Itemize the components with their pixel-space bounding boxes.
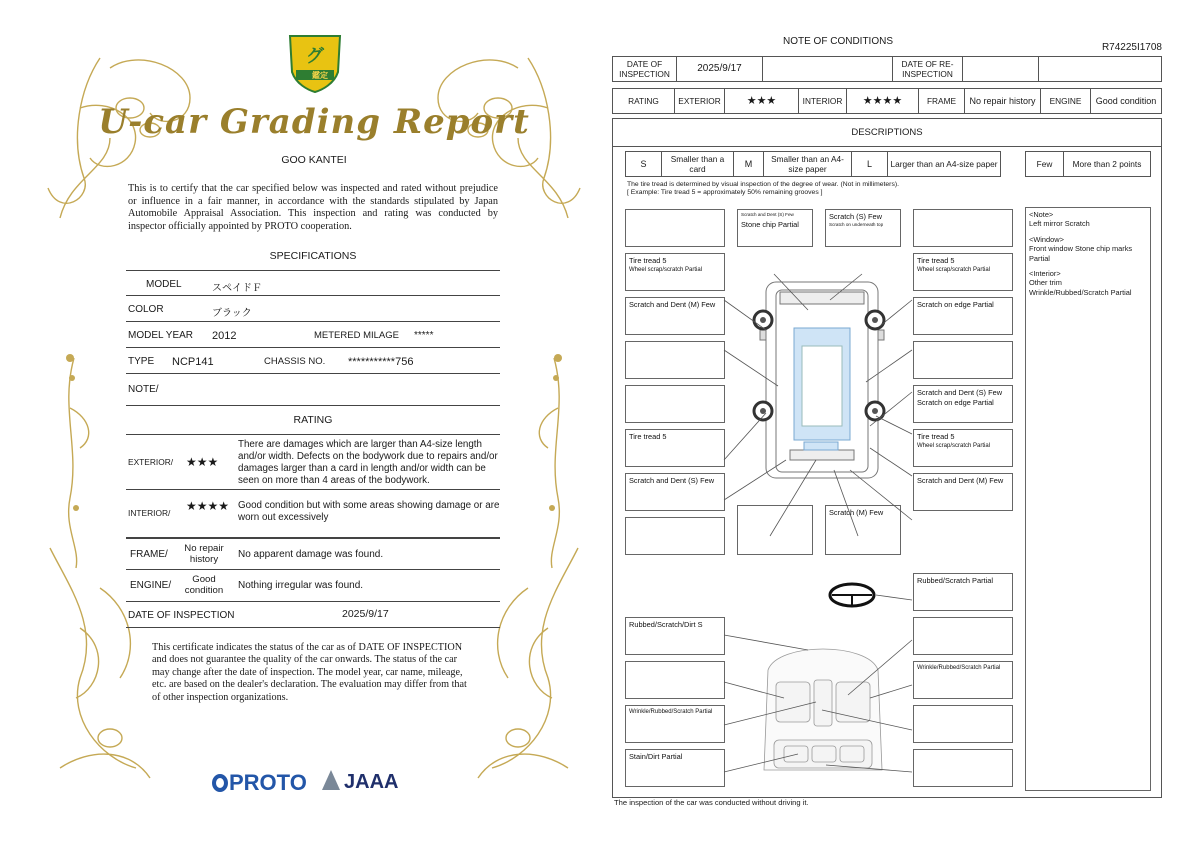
chassis-value: ***********756 <box>348 356 414 368</box>
inspection-footnote: The inspection of the car was conducted without driving it. <box>614 798 809 807</box>
interior-stars: ★★★★ <box>186 499 230 513</box>
condition-box-interior-left-1 <box>625 617 725 655</box>
right-2-line-2: Wheel scrap/scratch Partial <box>917 267 991 273</box>
right-3-text: Scratch on edge Partial <box>917 300 994 309</box>
date-inspection-label: DATE OF INSPECTION <box>613 57 677 82</box>
interior-left-4-text: Stain/Dirt Partial <box>629 752 683 761</box>
descriptions-heading: DESCRIPTIONS <box>613 119 1161 147</box>
count-legend <box>1025 151 1151 177</box>
descriptions-panel <box>612 118 1162 798</box>
rating-row-exterior <box>126 434 500 490</box>
engine-description: Nothing irregular was found. <box>238 580 364 591</box>
right-5-line-1: Scratch and Dent (S) Few <box>917 388 1003 397</box>
reference-number: R74225I1708 <box>1101 42 1162 53</box>
condition-box-right-2 <box>913 253 1013 291</box>
condition-box-interior-left-2 <box>625 661 725 699</box>
sheet-engine-label: ENGINE <box>1041 89 1091 114</box>
interior-description: Good condition but with some areas showing damage or are worn out excessively <box>238 500 500 523</box>
condition-box-interior-right-1 <box>913 617 1013 655</box>
type-label: TYPE <box>128 356 155 367</box>
left-6-text: Tire tread 5 <box>629 432 667 441</box>
grading-certificate <box>40 28 588 808</box>
rating-row-date <box>126 602 500 628</box>
inspection-dates-table <box>612 56 1162 82</box>
date-reinspection-value <box>963 57 1039 82</box>
tire-tread-note <box>627 181 899 198</box>
condition-box-top-4 <box>913 209 1013 247</box>
blank-cell <box>763 57 893 82</box>
rating-heading: RATING <box>293 414 333 426</box>
left-2-line-1: Tire tread 5 <box>629 256 667 265</box>
condition-box-left-3 <box>625 297 725 335</box>
goo-kantei-badge <box>290 36 340 92</box>
note-value: Left mirror Scratch <box>1029 219 1090 229</box>
top-3-line-1: Scratch (S) Few <box>829 212 882 221</box>
legend-l-text: Larger than an A4-size paper <box>888 152 1001 177</box>
model-label: MODEL <box>146 279 182 290</box>
rating-summary-table <box>612 88 1162 114</box>
model-value: スペイドＦ <box>212 283 262 294</box>
condition-box-bottom-1 <box>737 505 813 555</box>
condition-box-interior-right-3 <box>913 705 1013 743</box>
left-7-text: Scratch and Dent (S) Few <box>629 476 715 485</box>
condition-box-right-6 <box>913 429 1013 467</box>
legend-l: L <box>852 152 888 177</box>
condition-box-interior-right-4 <box>913 749 1013 787</box>
window-value: Front window Stone chip marks Partial <box>1029 244 1133 263</box>
condition-box-left-8 <box>625 517 725 555</box>
damage-size-legend <box>625 151 1001 177</box>
condition-box-top-3 <box>825 209 901 247</box>
bottom-2-text: Scratch (M) Few <box>829 508 884 517</box>
condition-box-interior-right-2 <box>913 661 1013 699</box>
right-2-line-1: Tire tread 5 <box>917 256 955 265</box>
condition-box-right-5 <box>913 385 1013 423</box>
condition-box-left-5 <box>625 385 725 423</box>
condition-box-right-7 <box>913 473 1013 511</box>
date-label: DATE OF INSPECTION <box>128 610 235 621</box>
interior-left-3-text: Wrinkle/Rubbed/Scratch Partial <box>629 709 713 715</box>
condition-box-right-3 <box>913 297 1013 335</box>
sheet-interior-label: INTERIOR <box>799 89 847 114</box>
condition-box-left-6 <box>625 429 725 467</box>
svg-text:グ: グ <box>306 46 324 67</box>
top-2-line-1: Scratch and Dent (S) Few <box>741 212 794 217</box>
legend-few-text: More than 2 points <box>1064 152 1151 177</box>
left-2-line-2: Wheel scrap/scratch Partial <box>629 267 703 273</box>
jaaa-wordmark: JAAA <box>344 771 399 793</box>
certificate-title: U-car Grading Report <box>98 102 530 142</box>
type-value: NCP141 <box>172 356 214 368</box>
window-heading: <Window> <box>1029 234 1064 244</box>
proto-logo <box>212 770 307 796</box>
top-2-line-2: Stone chip Partial <box>741 220 799 229</box>
mileage-label: METERED MILAGE <box>314 330 399 341</box>
rating-label: RATING <box>613 89 675 114</box>
condition-box-right-4 <box>913 341 1013 379</box>
color-label: COLOR <box>128 304 164 315</box>
sheet-frame-value: No repair history <box>965 89 1041 114</box>
interior-heading: <Interior> <box>1029 269 1061 279</box>
exterior-stars: ★★★ <box>186 455 219 469</box>
spec-row-note <box>126 374 500 406</box>
right-6-line-2: Wheel scrap/scratch Partial <box>917 443 991 449</box>
interior-value-2: Wrinkle/Rubbed/Scratch Partial <box>1029 287 1132 297</box>
chassis-label: CHASSIS NO. <box>264 356 326 367</box>
rating-row-frame <box>126 538 500 570</box>
proto-wordmark: PROTO <box>229 770 307 795</box>
rating-row-interior <box>126 490 500 538</box>
interior-left-1-text: Rubbed/Scratch/Dirt S <box>629 620 703 629</box>
tire-note-line-1: The tire tread is determined by visual inspection of the degree of wear. (Not in millimeters). <box>627 181 899 188</box>
sheet-frame-label: FRAME <box>919 89 965 114</box>
condition-box-bottom-2 <box>825 505 901 555</box>
legend-s: S <box>626 152 662 177</box>
sheet-interior-stars: ★★★★ <box>847 89 919 114</box>
note-label: NOTE/ <box>128 384 159 395</box>
condition-box-interior-left-4 <box>625 749 725 787</box>
condition-box-top-1 <box>625 209 725 247</box>
right-5-line-2: Scratch on edge Partial <box>917 398 994 407</box>
exterior-label: EXTERIOR/ <box>128 457 174 467</box>
badge-text: 鑑定 <box>312 71 328 80</box>
specifications-heading: SPECIFICATIONS <box>269 250 357 262</box>
left-3-text: Scratch and Dent (M) Few <box>629 300 716 309</box>
spec-row-type <box>126 348 500 374</box>
date-value: 2025/9/17 <box>342 608 389 620</box>
legend-m: M <box>734 152 764 177</box>
interior-right-2-text: Wrinkle/Rubbed/Scratch Partial <box>917 665 1001 671</box>
sheet-title: NOTE OF CONDITIONS <box>783 36 893 47</box>
condition-box-steering <box>913 573 1013 611</box>
frame-label: FRAME/ <box>130 549 168 560</box>
model-year-label: MODEL YEAR <box>128 330 194 341</box>
legend-s-text: Smaller than a card <box>662 152 734 177</box>
right-7-text: Scratch and Dent (M) Few <box>917 476 1004 485</box>
mileage-value: ***** <box>414 330 434 341</box>
tire-note-line-2: [ Example: Tire tread 5 = approximately 50% remaining grooves ] <box>627 189 823 197</box>
condition-box-top-2 <box>737 209 813 247</box>
date-reinspection-label: DATE OF RE-INSPECTION <box>893 57 963 82</box>
condition-box-left-7 <box>625 473 725 511</box>
interior-label: INTERIOR/ <box>128 508 171 518</box>
jaaa-logo <box>322 770 398 794</box>
rating-row-engine <box>126 570 500 602</box>
exterior-description: There are damages which are larger than A4-size length and/or width. Defects on the bodywork due to repairs and/or damages larger than a card in length and/or width can be seen on more than 4 areas of the bodywork. <box>238 439 498 486</box>
note-of-conditions-sheet <box>608 30 1168 820</box>
steering-text: Rubbed/Scratch Partial <box>917 576 993 585</box>
legend-m-text: Smaller than an A4-size paper <box>764 152 852 177</box>
sheet-exterior-stars: ★★★ <box>725 89 799 114</box>
certificate-intro: This is to certify that the car specified below was inspected and rated without prejudice or influence in a fair manner, in accordance with the standards stipulated by Japan Automobile Appraisal Association. This inspection and rating was conducted by inspector officially appointed by PROTO cooperation. <box>128 183 498 232</box>
spec-row-model <box>126 270 500 296</box>
model-year-value: 2012 <box>212 330 237 342</box>
frame-value: No repair history <box>184 543 224 565</box>
spec-row-color <box>126 296 500 322</box>
date-inspection-value: 2025/9/17 <box>677 57 763 82</box>
frame-description: No apparent damage was found. <box>238 549 384 560</box>
top-3-line-2: Scratch on underneath top <box>829 222 884 227</box>
sheet-engine-value: Good condition <box>1091 89 1162 114</box>
interior-value-1: Other trim <box>1029 278 1062 288</box>
spec-row-model-year <box>126 322 500 348</box>
certificate-subtitle: GOO KANTEI <box>281 154 347 166</box>
engine-label: ENGINE/ <box>130 580 172 591</box>
note-heading: <Note> <box>1029 210 1054 219</box>
engine-value: Good condition <box>184 574 224 596</box>
certificate-footer: This certificate indicates the status of the car as of DATE OF INSPECTION and does not guarantee the quality of the car onwards. The status of the car may change after the date of inspection. The model year, car name, mileage, etc. are based on the dealer's declaration. The evaluation may differ from that of other inspection organizations. <box>152 642 467 703</box>
legend-few: Few <box>1026 152 1064 177</box>
blank-cell <box>1039 57 1162 82</box>
condition-box-interior-left-3 <box>625 705 725 743</box>
sheet-exterior-label: EXTERIOR <box>675 89 725 114</box>
condition-box-left-2 <box>625 253 725 291</box>
right-6-line-1: Tire tread 5 <box>917 432 955 441</box>
notes-panel <box>1025 207 1151 791</box>
condition-box-left-4 <box>625 341 725 379</box>
proto-mark-icon <box>212 774 228 792</box>
color-value: ブラック <box>212 308 252 319</box>
jaaa-mark-icon <box>322 770 340 790</box>
